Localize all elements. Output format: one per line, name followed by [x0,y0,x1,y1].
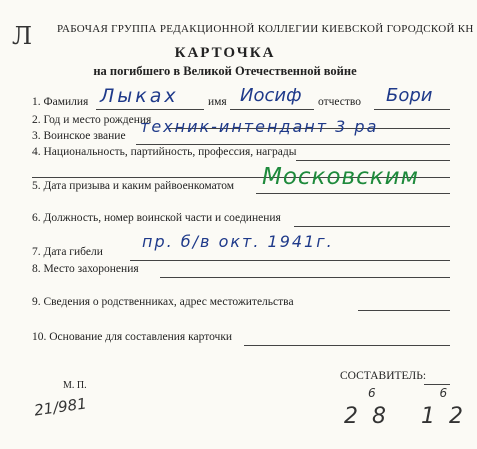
nationality-line [296,160,450,161]
rank-line [136,144,450,145]
organization-header: РАБОЧАЯ ГРУППА РЕДАКЦИОННОЙ КОЛЛЕГИИ КИЕВСКОЙ ГОРОДСКОЙ КН [57,23,474,35]
name-label: имя [208,96,227,108]
birth-label: 2. Год и место рождения [32,114,152,126]
position-label: 6. Должность, номер воинской части и соединения [32,212,281,224]
surname-line [96,109,204,110]
name-line [230,109,314,110]
date-bottom: 28 12 [344,404,477,429]
patronymic-label: отчество [318,96,362,108]
basis-line [244,345,450,346]
death-date-line [130,260,450,261]
card-code: 21/981 [33,394,88,420]
surname-value: Лыках [100,85,179,107]
conscription-line [256,193,450,194]
mp-label: М. П. [63,380,87,391]
death-date-label: 7. Дата гибели [32,246,103,258]
relatives-label: 9. Сведения о родственниках, адрес местожительства [32,296,294,308]
basis-label: 10. Основание для составления карточки [32,331,233,343]
compiler-label: СОСТАВИТЕЛЬ: [340,370,427,382]
card-subtitle: на погибшего в Великой Отечественной войне [93,64,357,78]
conscription-label: 5. Дата призыва и каким райвоенкоматом [32,180,235,192]
rank-label: 3. Воинское звание [32,130,126,142]
name-value: Иосиф [240,85,302,106]
rank-value: техник-интендант 3 ра [140,117,379,136]
burial-line [160,277,450,278]
position-line [294,226,450,227]
conscription-value: Московским [262,164,419,190]
patronymic-value: Бори [386,85,433,106]
burial-label: 8. Место захоронения [32,263,139,275]
card-title: КАРТОЧКА [174,45,276,61]
corner-mark: Л [12,22,33,50]
relatives-line [358,310,450,311]
compiler-line [424,384,450,385]
patronymic-line [374,109,450,110]
date-top: 6 6 [368,386,477,400]
surname-label: 1. Фамилия [32,96,89,108]
nationality-label: 4. Национальность, партийность, профессия, награды [32,146,297,158]
death-date-value: пр. б/в окт. 1941г. [142,232,334,251]
